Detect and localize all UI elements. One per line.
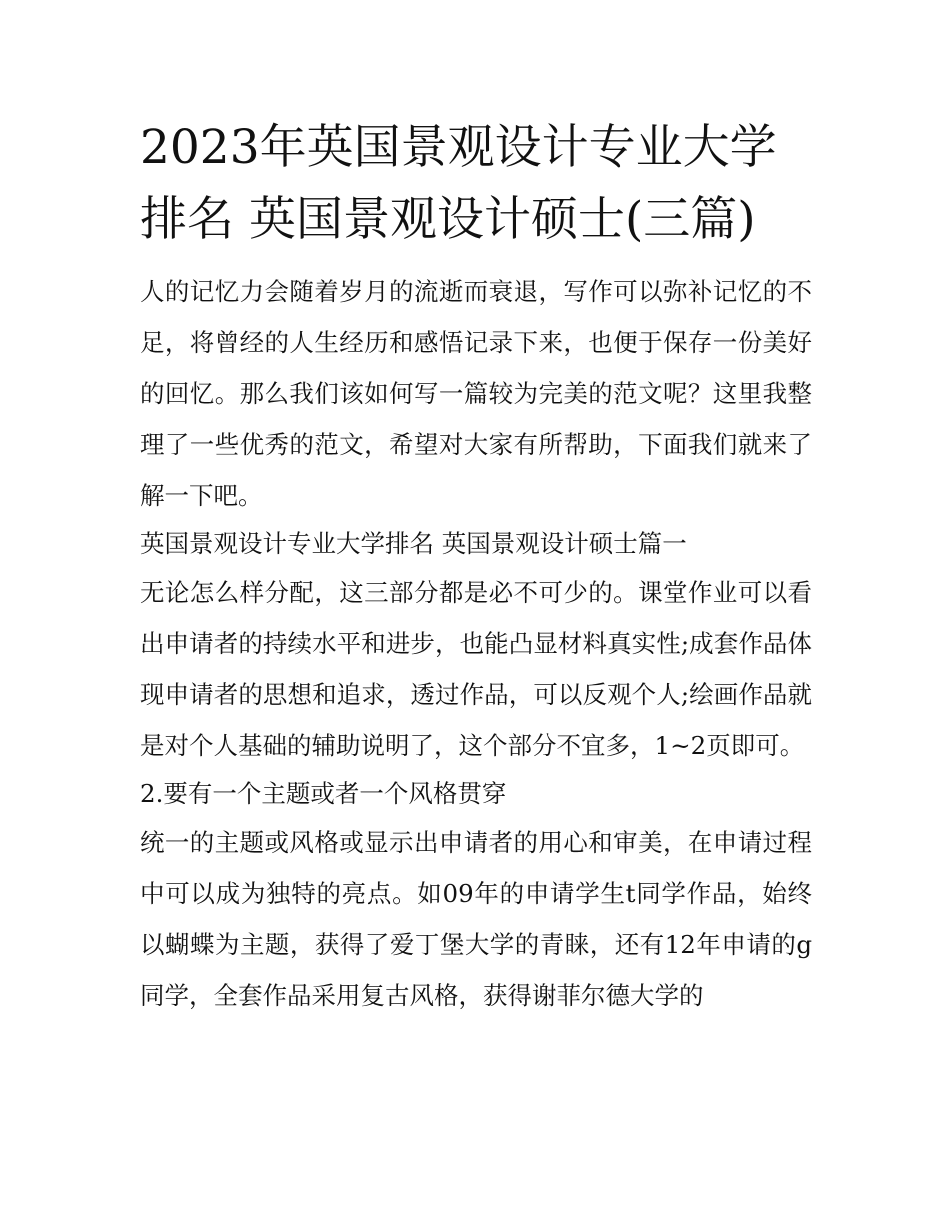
title-spacer bbox=[140, 256, 812, 266]
body-paragraph-2: 统一的主题或风格或显示出申请者的用心和审美，在申请过程中可以成为独特的亮点。如09年的申请学生t同学作品，始终以蝴蝶为主题，获得了爱丁堡大学的青睐，还有12年申请的g同学，全套作品采用复古风格，获得谢菲尔德大学的 bbox=[140, 828, 812, 1010]
document-content bbox=[140, 112, 812, 1021]
section-heading: 英国景观设计专业大学排名 英国景观设计硕士篇一 bbox=[140, 529, 687, 558]
body-paragraph-1: 无论怎么样分配，这三部分都是必不可少的。课堂作业可以看出申请者的持续水平和进步，也能凸显材料真实性;成套作品体现申请者的思想和追求，透过作品，可以反观个人;绘画作品就是对个人基础的辅助说明了，这个部分不宜多，1~2页即可。 bbox=[140, 578, 812, 760]
numbered-heading: 2.要有一个主题或者一个风格贯穿 bbox=[140, 779, 507, 808]
document-title: 2023年英国景观设计专业大学排名 英国景观设计硕士(三篇) bbox=[140, 120, 777, 247]
intro-paragraph: 人的记忆力会随着岁月的流逝而衰退，写作可以弥补记忆的不足，将曾经的人生经历和感悟记录下来，也便于保存一份美好的回忆。那么我们该如何写一篇较为完美的范文呢？这里我整理了一些优秀的范文，希望对大家有所帮助，下面我们就来了解一下吧。 bbox=[140, 277, 812, 510]
